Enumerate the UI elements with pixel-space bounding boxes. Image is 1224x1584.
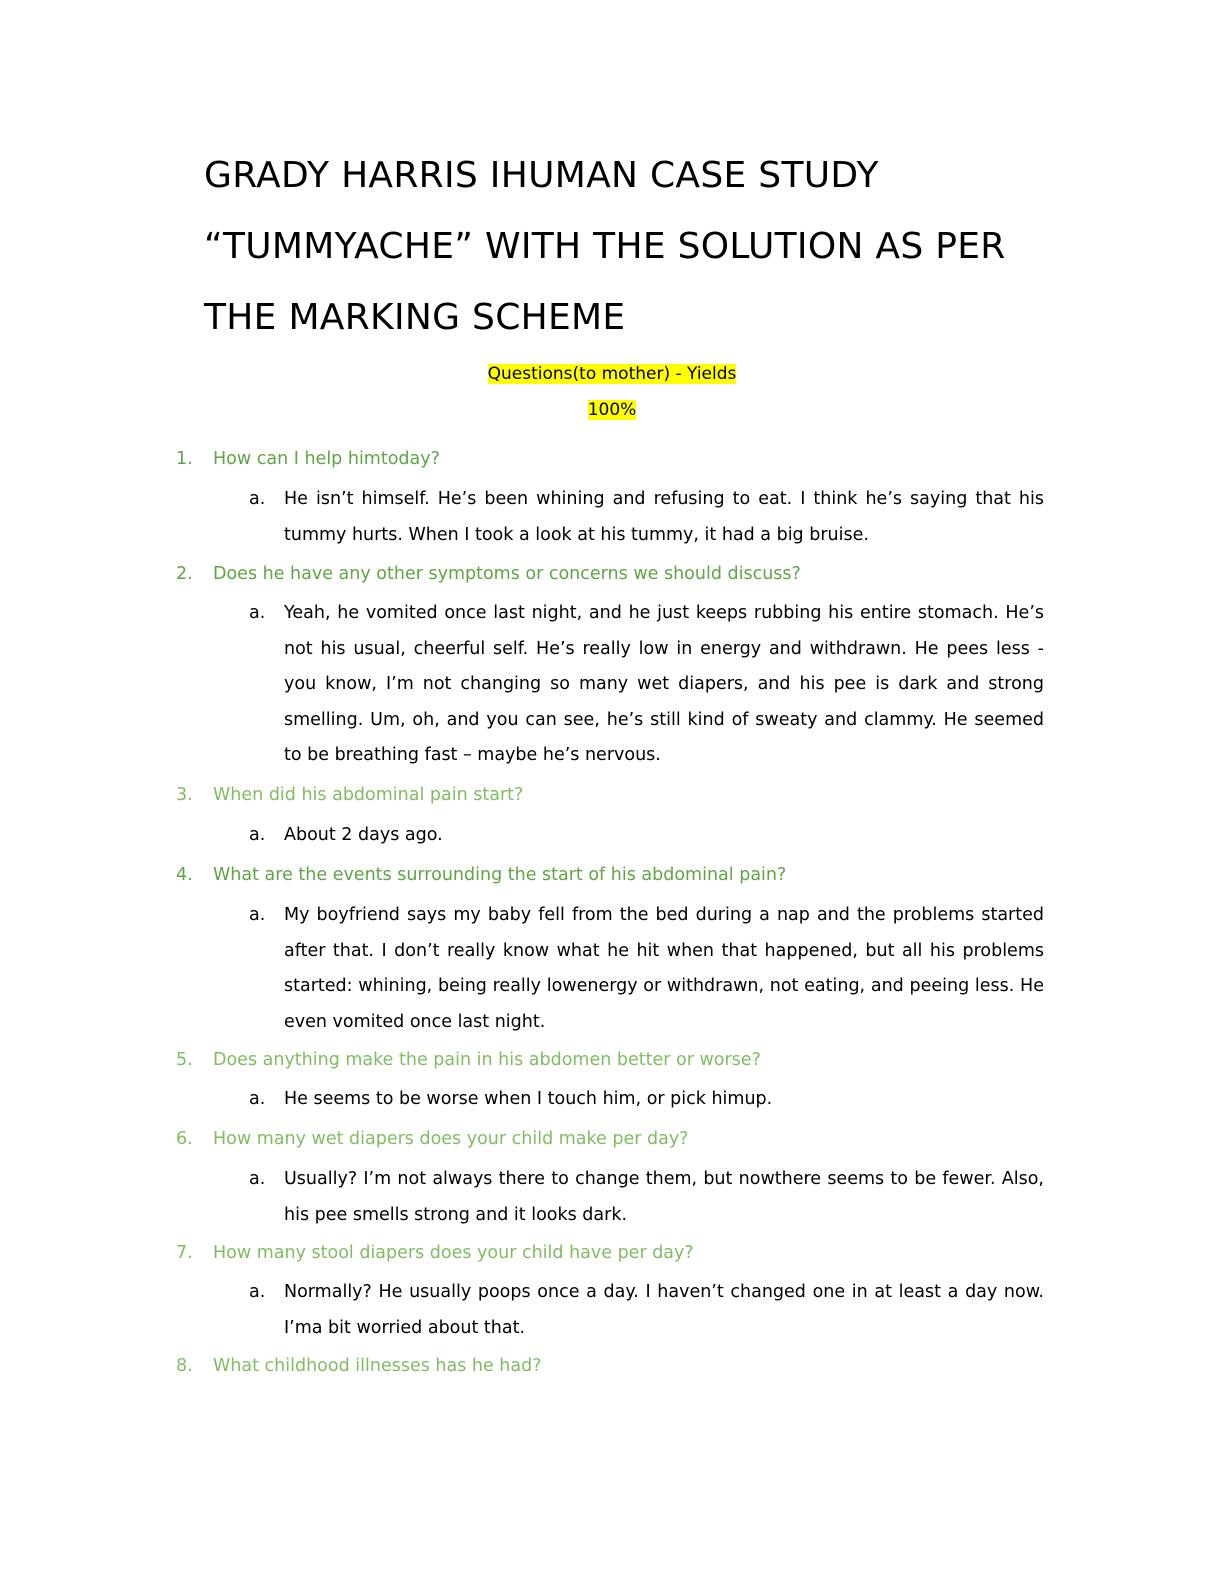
- question-text: How can I help himtoday?: [213, 449, 440, 469]
- answer-letter: a.: [249, 905, 266, 925]
- answer-5: [249, 1082, 1044, 1118]
- question-text: How many stool diapers does your child have per day?: [213, 1243, 694, 1263]
- question-text: What childhood illnesses has he had?: [213, 1356, 542, 1376]
- answer-letter: a.: [249, 1169, 266, 1189]
- answer-text: He isn’t himself. He’s been whining and refusing to eat. I think he’s saying that his tummy hurts. When I took a look at his tummy, it had a big bruise.: [284, 489, 1044, 545]
- question-text: When did his abdominal pain start?: [213, 785, 524, 805]
- question-number: 6.: [176, 1129, 193, 1149]
- answer-text: Normally? He usually poops once a day. I haven’t changed one in at least a day now. I’ma bit worried about that.: [284, 1282, 1044, 1338]
- question-4: [176, 862, 1056, 888]
- subtitle-line-2: 100%: [587, 400, 637, 420]
- question-1: [176, 446, 1056, 472]
- answer-7: [249, 1275, 1044, 1346]
- answer-letter: a.: [249, 825, 266, 845]
- question-5: [176, 1047, 1056, 1073]
- answer-text: Usually? I’m not always there to change them, but nowthere seems to be fewer. Also, his pee smells strong and it looks dark.: [284, 1169, 1044, 1225]
- answer-text: He seems to be worse when I touch him, or pick himup.: [284, 1089, 773, 1109]
- answer-4: [249, 898, 1044, 1040]
- answer-text: About 2 days ago.: [284, 825, 443, 845]
- question-number: 7.: [176, 1243, 193, 1263]
- answer-1: [249, 482, 1044, 553]
- question-text: How many wet diapers does your child make per day?: [213, 1129, 689, 1149]
- title-line-1: GRADY HARRIS IHUMAN CASE STUDY: [204, 155, 879, 196]
- subtitle-block: [0, 356, 1224, 428]
- answer-letter: a.: [249, 1089, 266, 1109]
- question-text: Does anything make the pain in his abdomen better or worse?: [213, 1050, 761, 1070]
- question-2: [176, 561, 1056, 587]
- answer-text: Yeah, he vomited once last night, and he just keeps rubbing his entire stomach. He’s not his usual, cheerful self. He’s really low in energy and withdrawn. He pees less - you know, I’m not changing so many wet diapers, and his pee is dark and strong smelling. Um, oh, and you can see, he’s still kind of sweaty and clammy. He seemed to be breathing fast – maybe he’s nervous.: [284, 603, 1044, 765]
- question-number: 8.: [176, 1356, 193, 1376]
- answer-text: My boyfriend says my baby fell from the bed during a nap and the problems started after that. I don’t really know what he hit when that happened, but all his problems started: whining, being really lowenergy or withdrawn, not eating, and peeing less. He even vomited once last night.: [284, 905, 1044, 1032]
- title-line-3: THE MARKING SCHEME: [204, 297, 626, 338]
- question-number: 1.: [176, 449, 193, 469]
- question-text: What are the events surrounding the start of his abdominal pain?: [213, 865, 787, 885]
- question-number: 2.: [176, 564, 193, 584]
- question-6: [176, 1126, 1056, 1152]
- question-text: Does he have any other symptoms or concerns we should discuss?: [213, 564, 801, 584]
- question-number: 5.: [176, 1050, 193, 1070]
- subtitle-line-1: Questions(to mother) - Yields: [487, 364, 737, 384]
- answer-2: [249, 596, 1044, 774]
- question-7: [176, 1240, 1056, 1266]
- document-title: [204, 140, 1044, 353]
- question-number: 3.: [176, 785, 193, 805]
- question-number: 4.: [176, 865, 193, 885]
- answer-6: [249, 1162, 1044, 1233]
- answer-letter: a.: [249, 489, 266, 509]
- title-line-2: “TUMMYACHE” WITH THE SOLUTION AS PER: [204, 226, 1006, 267]
- answer-letter: a.: [249, 603, 266, 623]
- question-8: [176, 1353, 1056, 1379]
- answer-letter: a.: [249, 1282, 266, 1302]
- question-3: [176, 782, 1056, 808]
- answer-3: [249, 818, 1044, 854]
